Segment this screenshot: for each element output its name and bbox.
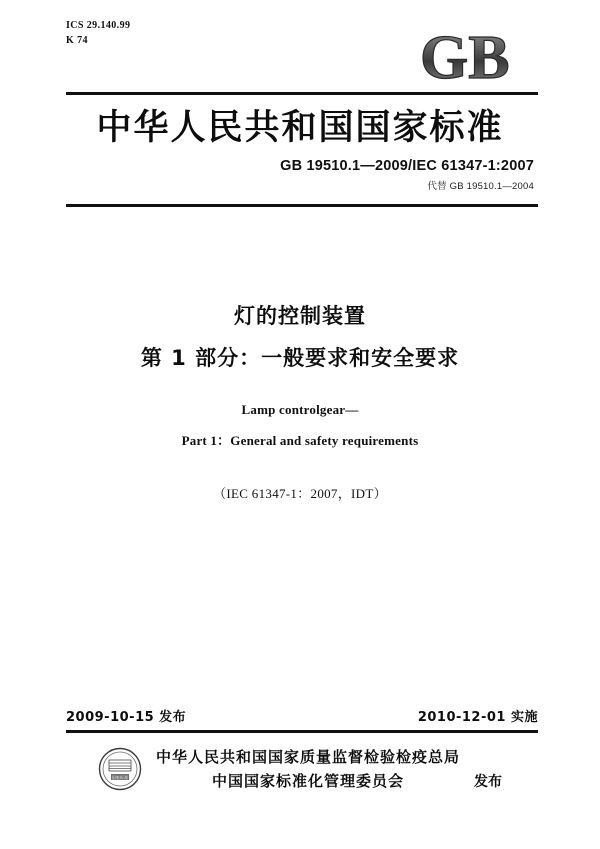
title-cn-line2: 第 1 部分：一般要求和安全要求: [140, 346, 460, 370]
issuer-names: [156, 745, 460, 793]
standard-number: GB 19510.1—2009/IEC 61347-1:2007: [280, 158, 534, 174]
issuer-block: [0, 745, 600, 793]
publish-label: 发布: [474, 774, 502, 790]
issuer-line1: 中华人民共和国国家质量监督检验检疫总局: [155, 748, 460, 766]
classification-code: K 74: [66, 35, 88, 46]
issue-date: 2009-10-15 发布: [66, 710, 187, 725]
issuer-line2: 中国国家标准化管理委员会: [211, 772, 404, 790]
document-title-block: [0, 300, 600, 502]
title-cn-line1: 灯的控制装置: [234, 304, 366, 328]
effective-date: 2010-12-01 实施: [417, 710, 538, 725]
divider-bottom: [66, 204, 538, 207]
divider-dates: [66, 730, 538, 733]
divider-top: [66, 92, 538, 95]
svg-text:国家标准: 国家标准: [111, 775, 129, 780]
standard-number-block: [280, 158, 534, 192]
gb-logo-icon: [418, 26, 538, 88]
standard-replaces: 代替 GB 19510.1—2004: [427, 181, 534, 192]
title-en-line1: Lamp controlgear—: [241, 402, 359, 417]
page-title: 中华人民共和国国家标准: [96, 108, 504, 148]
idt-note: （IEC 61347-1：2007，IDT）: [213, 486, 387, 501]
svg-text:GB: GB: [420, 26, 510, 88]
ics-code: ICS 29.140.99: [66, 20, 131, 31]
national-emblem-seal-icon: [98, 747, 142, 791]
ics-classification-block: [66, 18, 130, 48]
dates-row: [66, 706, 538, 725]
title-en-line2: Part 1：General and safety requirements: [181, 433, 419, 448]
